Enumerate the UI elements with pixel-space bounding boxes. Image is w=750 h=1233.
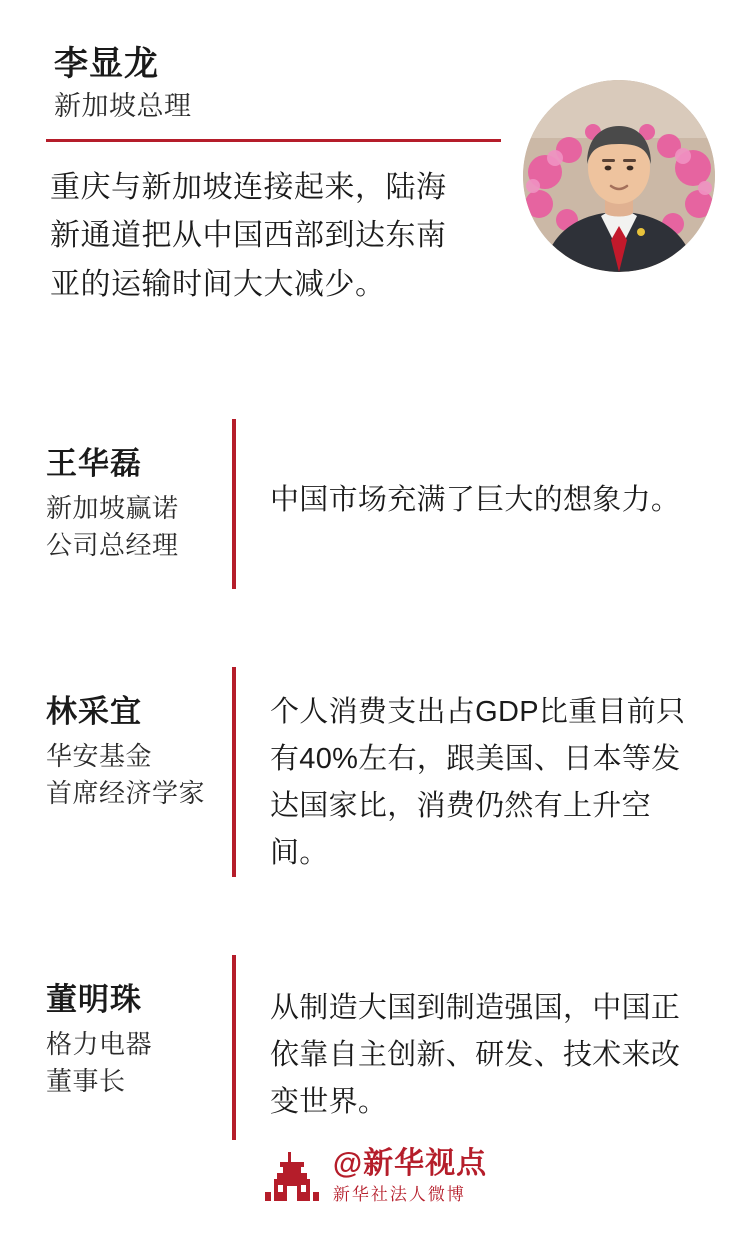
quote-list xyxy=(0,419,750,1140)
footer-brand-name: @新华视点 xyxy=(332,1147,488,1181)
accent-bar xyxy=(232,955,236,1140)
quote-text: 从制造大国到制造强国，中国正依靠自主创新、研发、技术来改变世界。 xyxy=(270,992,681,1119)
quote-row xyxy=(0,955,750,1140)
quote-person-name: 林采宜 xyxy=(46,694,142,730)
xinhua-tower-icon xyxy=(263,1148,321,1206)
quote-person xyxy=(46,667,232,812)
divider-rule xyxy=(46,139,501,142)
accent-bar xyxy=(232,667,236,877)
featured-person-title: 新加坡总理 xyxy=(54,91,192,122)
quote-row xyxy=(0,667,750,877)
quote-person-affiliation-line2: 董事长 xyxy=(46,1065,126,1096)
featured-quote-block xyxy=(0,0,750,309)
quote-person xyxy=(46,419,232,564)
quote-row xyxy=(0,419,750,589)
footer-brand-subtitle: 新华社法人微博 xyxy=(332,1185,466,1205)
featured-person-name: 李显龙 xyxy=(54,45,159,83)
quote-text: 中国市场充满了巨大的想象力。 xyxy=(270,484,681,517)
quote-person-affiliation-line2: 首席经济学家 xyxy=(46,778,206,808)
quote-text: 个人消费支出占GDP比重目前只有40%左右，跟美国、日本等发达国家比，消费仍然有上升空间。 xyxy=(270,696,686,870)
portrait-avatar xyxy=(523,80,715,272)
quote-person xyxy=(46,955,232,1100)
featured-quote-text: 重庆与新加坡连接起来，陆海新通道把从中国西部到达东南亚的运输时间大大减少。 xyxy=(50,170,447,301)
quote-person-affiliation-line1: 华安基金 xyxy=(46,741,153,772)
footer-brand xyxy=(0,1147,750,1207)
footer-text-block xyxy=(333,1147,487,1207)
xinhua-logo-icon xyxy=(263,1148,321,1206)
quote-person-affiliation-line2: 公司总经理 xyxy=(46,530,179,560)
quote-person-name: 王华磊 xyxy=(46,446,142,482)
quote-person-affiliation-line1: 格力电器 xyxy=(46,1028,153,1059)
portrait-illustration xyxy=(523,80,715,272)
quote-person-name: 董明珠 xyxy=(46,982,142,1018)
quote-person-affiliation-line1: 新加坡赢诺 xyxy=(46,493,179,524)
accent-bar xyxy=(232,419,236,589)
